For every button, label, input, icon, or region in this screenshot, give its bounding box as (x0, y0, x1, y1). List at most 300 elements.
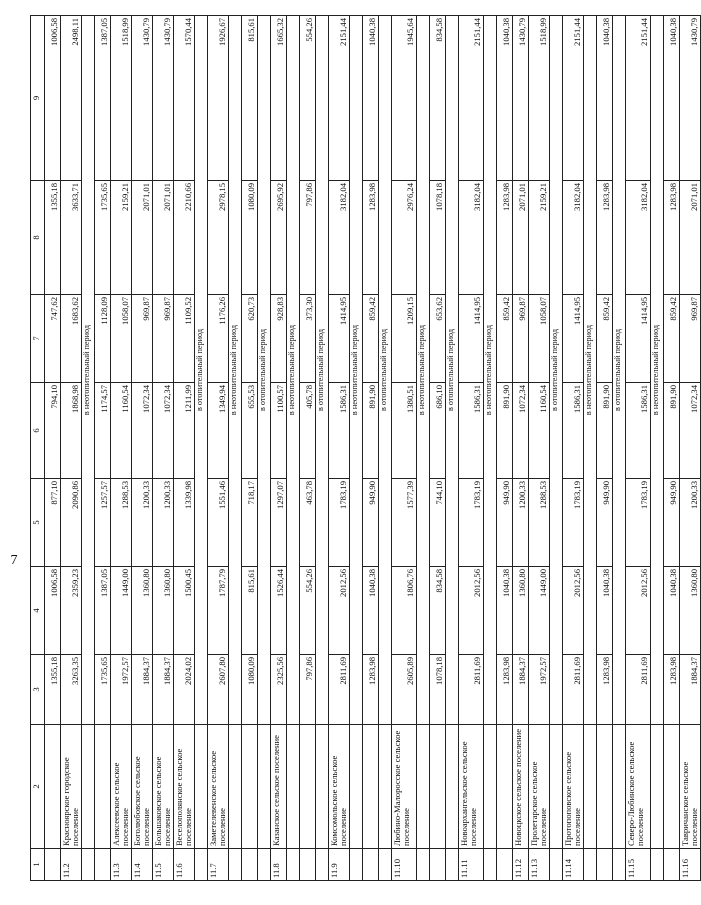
table-row (513, 16, 529, 881)
value-cell: 1683,62 (61, 295, 82, 383)
settlement-name: Большаковское сельское поселение (153, 725, 174, 849)
name-cell (287, 725, 300, 849)
value-cell: 797,86 (300, 181, 316, 295)
value-cell: 1526,44 (271, 567, 287, 655)
value-cell: 1072,34 (132, 383, 153, 479)
table-row (45, 16, 61, 881)
value-cell: 1449,00 (529, 567, 550, 655)
name-cell (446, 725, 459, 849)
value-cell: 1176,26 (208, 295, 229, 383)
index-cell (497, 849, 513, 881)
value-cell: 1414,95 (329, 295, 350, 383)
value-cell: 1570,44 (174, 16, 195, 181)
page-number: 7 (10, 553, 18, 568)
value-cell: 1360,80 (680, 567, 701, 655)
value-cell: 1072,34 (513, 383, 529, 479)
period-label: в неотопительный период (584, 16, 597, 725)
index-cell (229, 849, 242, 881)
value-cell: 859,42 (363, 295, 379, 383)
table-row (664, 16, 680, 881)
index-cell (195, 849, 208, 881)
period-row (82, 16, 95, 881)
value-cell: 1128,09 (95, 295, 111, 383)
period-label: в неотопительный период (651, 16, 664, 725)
period-row (613, 16, 626, 881)
value-cell: 1355,18 (45, 655, 61, 725)
value-cell: 2151,44 (563, 16, 584, 181)
value-cell: 1868,98 (61, 383, 82, 479)
settlement-name: Тавричанское сельское поселение (680, 725, 701, 849)
value-cell: 2024,02 (174, 655, 195, 725)
value-cell: 1040,38 (497, 567, 513, 655)
settlement-name: Веселополянское сельское поселение (174, 725, 195, 849)
value-cell: 373,30 (300, 295, 316, 383)
period-label: в неотопительный период (417, 16, 430, 725)
value-cell: 2210,66 (174, 181, 195, 295)
value-cell: 1072,34 (153, 383, 174, 479)
value-cell: 2071,01 (513, 181, 529, 295)
header-cell: 1 (31, 849, 45, 881)
header-cell: 4 (31, 567, 45, 655)
value-cell: 1040,38 (363, 567, 379, 655)
index-cell: 11.16 (680, 849, 701, 881)
value-cell: 2811,69 (329, 655, 350, 725)
settlement-name: Красноярское городское поселение (61, 725, 82, 849)
value-cell: 1200,33 (132, 479, 153, 567)
header-cell: 3 (31, 655, 45, 725)
value-cell: 1665,32 (271, 16, 287, 181)
settlement-name: Любино-Малоросское сельское поселение (392, 725, 417, 849)
value-cell: 1551,46 (208, 479, 229, 567)
index-cell (613, 849, 626, 881)
index-cell (258, 849, 271, 881)
index-cell: 11.6 (174, 849, 195, 881)
period-row (258, 16, 271, 881)
value-cell: 1040,38 (664, 567, 680, 655)
value-cell: 2012,56 (563, 567, 584, 655)
value-cell: 2607,80 (208, 655, 229, 725)
index-cell: 11.10 (392, 849, 417, 881)
name-cell (550, 725, 563, 849)
index-cell (446, 849, 459, 881)
value-cell: 969,87 (153, 295, 174, 383)
period-row (195, 16, 208, 881)
value-cell: 1783,19 (459, 479, 484, 567)
value-cell: 1884,37 (513, 655, 529, 725)
settlement-name: Алексеевское сельское поселение (111, 725, 132, 849)
value-cell: 1360,80 (132, 567, 153, 655)
value-cell: 1500,45 (174, 567, 195, 655)
index-cell (550, 849, 563, 881)
header-row (31, 16, 45, 881)
table-row (563, 16, 584, 881)
name-cell (379, 725, 392, 849)
value-cell: 2151,44 (459, 16, 484, 181)
table-row (459, 16, 484, 881)
name-cell (258, 725, 271, 849)
value-cell: 718,17 (242, 479, 258, 567)
value-cell: 949,90 (363, 479, 379, 567)
index-cell (484, 849, 497, 881)
value-cell: 1040,38 (597, 567, 613, 655)
settlement-name (664, 725, 680, 849)
name-cell (484, 725, 497, 849)
name-cell (417, 725, 430, 849)
value-cell: 1160,54 (529, 383, 550, 479)
index-cell (82, 849, 95, 881)
value-cell: 2151,44 (626, 16, 651, 181)
value-cell: 2811,69 (626, 655, 651, 725)
index-cell (417, 849, 430, 881)
value-cell: 744,10 (430, 479, 446, 567)
value-cell: 2976,24 (392, 181, 417, 295)
value-cell: 1040,38 (664, 16, 680, 181)
settlement-name: Новоархангельское сельское поселение (459, 725, 484, 849)
value-cell: 3182,04 (329, 181, 350, 295)
period-row (584, 16, 597, 881)
period-label: в неотопительный период (287, 16, 300, 725)
value-cell: 554,26 (300, 567, 316, 655)
index-cell (584, 849, 597, 881)
value-cell: 1058,07 (111, 295, 132, 383)
value-cell: 969,87 (680, 295, 701, 383)
value-cell: 1387,05 (95, 567, 111, 655)
value-cell: 1080,09 (242, 655, 258, 725)
value-cell: 655,53 (242, 383, 258, 479)
index-cell (95, 849, 111, 881)
value-cell: 2605,89 (392, 655, 417, 725)
table-row (242, 16, 258, 881)
rotated-table-area (10, 16, 700, 881)
index-cell (242, 849, 258, 881)
table-row (597, 16, 613, 881)
value-cell: 1283,98 (597, 655, 613, 725)
value-cell: 2012,56 (459, 567, 484, 655)
index-cell: 11.7 (208, 849, 229, 881)
value-cell: 620,73 (242, 295, 258, 383)
value-cell: 3182,04 (563, 181, 584, 295)
settlement-name: Протопоповское сельское поселение (563, 725, 584, 849)
value-cell: 1040,38 (497, 16, 513, 181)
index-cell: 11.11 (459, 849, 484, 881)
value-cell: 2359,23 (61, 567, 82, 655)
value-cell: 1211,99 (174, 383, 195, 479)
value-cell: 815,61 (242, 567, 258, 655)
table-row (174, 16, 195, 881)
value-cell: 1297,07 (271, 479, 287, 567)
value-cell: 1283,98 (497, 655, 513, 725)
header-cell: 7 (31, 295, 45, 383)
tariff-table (30, 15, 701, 881)
value-cell: 1414,95 (563, 295, 584, 383)
settlement-name: Заметелевенское сельское поселение (208, 725, 229, 849)
period-row (651, 16, 664, 881)
value-cell: 2978,15 (208, 181, 229, 295)
settlement-name (45, 725, 61, 849)
name-cell (82, 725, 95, 849)
header-cell: 6 (31, 383, 45, 479)
settlement-name (95, 725, 111, 849)
value-cell: 2159,21 (529, 181, 550, 295)
value-cell: 1972,57 (529, 655, 550, 725)
name-cell (316, 725, 329, 849)
value-cell: 1339,98 (174, 479, 195, 567)
period-label: в отопительный период (446, 16, 459, 725)
value-cell: 1288,53 (529, 479, 550, 567)
settlement-name: Пролетарское сельское поселение (529, 725, 550, 849)
table-row (153, 16, 174, 881)
value-cell: 1430,79 (153, 16, 174, 181)
value-cell: 891,90 (363, 383, 379, 479)
value-cell: 554,26 (300, 16, 316, 181)
index-cell: 11.8 (271, 849, 287, 881)
settlement-name: Северо-Любинское сельское поселение (626, 725, 651, 849)
value-cell: 1058,07 (529, 295, 550, 383)
value-cell: 1100,57 (271, 383, 287, 479)
table-row (300, 16, 316, 881)
table-row (329, 16, 350, 881)
index-cell: 11.2 (61, 849, 82, 881)
table-row (392, 16, 417, 881)
header-cell: 5 (31, 479, 45, 567)
value-cell: 834,58 (430, 16, 446, 181)
value-cell: 747,62 (45, 295, 61, 383)
value-cell: 1518,99 (111, 16, 132, 181)
value-cell: 1283,98 (664, 181, 680, 295)
settlement-name: Новоцкское сельское поселение (513, 725, 529, 849)
value-cell: 1078,18 (430, 181, 446, 295)
header-cell: 8 (31, 181, 45, 295)
value-cell: 877,10 (45, 479, 61, 567)
value-cell: 1006,58 (45, 16, 61, 181)
value-cell: 1806,76 (392, 567, 417, 655)
value-cell: 2695,92 (271, 181, 287, 295)
value-cell: 1945,64 (392, 16, 417, 181)
value-cell: 1360,80 (153, 567, 174, 655)
value-cell: 1072,34 (680, 383, 701, 479)
index-cell (316, 849, 329, 881)
value-cell: 949,90 (497, 479, 513, 567)
table-row (680, 16, 701, 881)
value-cell: 969,87 (132, 295, 153, 383)
period-label: в неотопительный период (350, 16, 363, 725)
period-row (417, 16, 430, 881)
value-cell: 949,90 (597, 479, 613, 567)
value-cell: 1283,98 (597, 181, 613, 295)
name-cell (584, 725, 597, 849)
period-label: в отопительный период (195, 16, 208, 725)
value-cell: 1449,00 (111, 567, 132, 655)
value-cell: 1200,33 (513, 479, 529, 567)
value-cell: 1586,31 (563, 383, 584, 479)
value-cell: 1884,37 (132, 655, 153, 725)
value-cell: 2071,01 (153, 181, 174, 295)
period-label: в отопительный период (613, 16, 626, 725)
index-cell: 11.12 (513, 849, 529, 881)
period-label: в отопительный период (379, 16, 392, 725)
value-cell: 1518,99 (529, 16, 550, 181)
index-cell (287, 849, 300, 881)
value-cell: 2811,69 (563, 655, 584, 725)
index-cell (350, 849, 363, 881)
value-cell: 891,90 (497, 383, 513, 479)
table-row (61, 16, 82, 881)
value-cell: 2012,56 (626, 567, 651, 655)
value-cell: 1586,31 (459, 383, 484, 479)
value-cell: 859,42 (664, 295, 680, 383)
index-cell (597, 849, 613, 881)
value-cell: 1430,79 (132, 16, 153, 181)
index-cell: 11.4 (132, 849, 153, 881)
index-cell: 11.13 (529, 849, 550, 881)
table-row (111, 16, 132, 881)
index-cell (430, 849, 446, 881)
period-row (550, 16, 563, 881)
value-cell: 2159,21 (111, 181, 132, 295)
value-cell: 1884,37 (153, 655, 174, 725)
name-cell (195, 725, 208, 849)
value-cell: 1380,51 (392, 383, 417, 479)
period-label: в неотопительный период (484, 16, 497, 725)
value-cell: 794,10 (45, 383, 61, 479)
value-cell: 1430,79 (680, 16, 701, 181)
value-cell: 3263,35 (61, 655, 82, 725)
value-cell: 1160,54 (111, 383, 132, 479)
table-row (132, 16, 153, 881)
value-cell: 1283,98 (363, 181, 379, 295)
value-cell: 1257,57 (95, 479, 111, 567)
index-cell (300, 849, 316, 881)
settlement-name (242, 725, 258, 849)
index-cell: 11.14 (563, 849, 584, 881)
value-cell: 815,61 (242, 16, 258, 181)
index-cell: 11.9 (329, 849, 350, 881)
index-cell (651, 849, 664, 881)
value-cell: 1080,09 (242, 181, 258, 295)
period-row (379, 16, 392, 881)
value-cell: 653,62 (430, 295, 446, 383)
value-cell: 2811,69 (459, 655, 484, 725)
value-cell: 891,90 (597, 383, 613, 479)
value-cell: 1577,39 (392, 479, 417, 567)
value-cell: 3182,04 (626, 181, 651, 295)
header-cell: 9 (31, 16, 45, 181)
value-cell: 1783,19 (329, 479, 350, 567)
value-cell: 2012,56 (329, 567, 350, 655)
settlement-name (363, 725, 379, 849)
value-cell: 834,58 (430, 567, 446, 655)
period-row (229, 16, 242, 881)
period-row (316, 16, 329, 881)
value-cell: 1735,65 (95, 181, 111, 295)
settlement-name: Комсомольское сельское поселение (329, 725, 350, 849)
value-cell: 1040,38 (597, 16, 613, 181)
value-cell: 1355,18 (45, 181, 61, 295)
index-cell (45, 849, 61, 881)
value-cell: 859,42 (497, 295, 513, 383)
value-cell: 2071,01 (680, 181, 701, 295)
period-label: в неотопительный период (229, 16, 242, 725)
period-label: в отопительный период (550, 16, 563, 725)
value-cell: 2090,86 (61, 479, 82, 567)
value-cell: 891,90 (664, 383, 680, 479)
value-cell: 1387,05 (95, 16, 111, 181)
header-cell: 2 (31, 725, 45, 849)
settlement-name: Казанское сельское поселение (271, 725, 287, 849)
value-cell: 928,83 (271, 295, 287, 383)
period-row (350, 16, 363, 881)
value-cell: 1174,57 (95, 383, 111, 479)
period-label: в неотопительный период (82, 16, 95, 725)
name-cell (229, 725, 242, 849)
value-cell: 1283,98 (497, 181, 513, 295)
value-cell: 405,78 (300, 383, 316, 479)
value-cell: 949,90 (664, 479, 680, 567)
value-cell: 1006,58 (45, 567, 61, 655)
settlement-name (300, 725, 316, 849)
value-cell: 1040,38 (363, 16, 379, 181)
period-label: в отопительный период (258, 16, 271, 725)
period-row (446, 16, 459, 881)
value-cell: 1283,98 (363, 655, 379, 725)
table-row (271, 16, 287, 881)
value-cell: 463,78 (300, 479, 316, 567)
table-body (31, 16, 701, 881)
value-cell: 3633,71 (61, 181, 82, 295)
value-cell: 1078,18 (430, 655, 446, 725)
value-cell: 1972,57 (111, 655, 132, 725)
table-row (430, 16, 446, 881)
value-cell: 1783,19 (626, 479, 651, 567)
table-row (363, 16, 379, 881)
period-label: в отопительный период (316, 16, 329, 725)
settlement-name: Боголюбовское сельское поселение (132, 725, 153, 849)
value-cell: 686,10 (430, 383, 446, 479)
value-cell: 859,42 (597, 295, 613, 383)
index-cell (363, 849, 379, 881)
table-row (626, 16, 651, 881)
value-cell: 1926,67 (208, 16, 229, 181)
value-cell: 1109,52 (174, 295, 195, 383)
value-cell: 1414,95 (626, 295, 651, 383)
index-cell (664, 849, 680, 881)
value-cell: 1360,80 (513, 567, 529, 655)
value-cell: 2498,11 (61, 16, 82, 181)
value-cell: 1414,95 (459, 295, 484, 383)
value-cell: 2151,44 (329, 16, 350, 181)
index-cell: 11.3 (111, 849, 132, 881)
value-cell: 1586,31 (626, 383, 651, 479)
value-cell: 2071,01 (132, 181, 153, 295)
period-row (287, 16, 300, 881)
settlement-name (497, 725, 513, 849)
value-cell: 1288,53 (111, 479, 132, 567)
table-row (529, 16, 550, 881)
period-row (484, 16, 497, 881)
value-cell: 1200,33 (680, 479, 701, 567)
value-cell: 797,86 (300, 655, 316, 725)
value-cell: 1735,65 (95, 655, 111, 725)
value-cell: 1200,33 (153, 479, 174, 567)
table-row (95, 16, 111, 881)
settlement-name (430, 725, 446, 849)
value-cell: 1209,15 (392, 295, 417, 383)
name-cell (613, 725, 626, 849)
name-cell (651, 725, 664, 849)
index-cell (379, 849, 392, 881)
index-cell: 11.15 (626, 849, 651, 881)
value-cell: 2325,56 (271, 655, 287, 725)
